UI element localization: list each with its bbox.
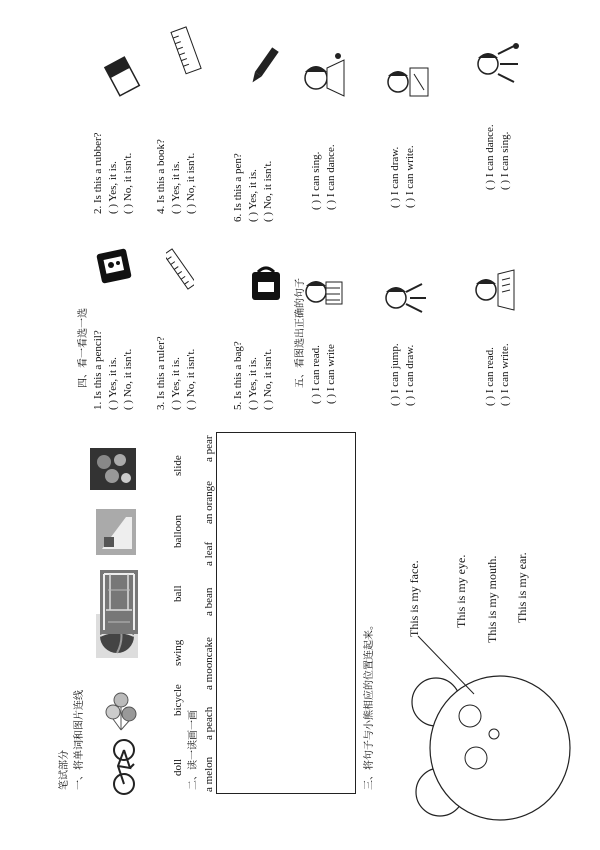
pen-picture (248, 44, 280, 88)
p5-row1-left-option1[interactable]: ( ) I can read. (310, 345, 322, 404)
word-ball: ball (172, 585, 184, 602)
bag-picture (246, 264, 286, 304)
word-melon: a melon (203, 756, 215, 792)
word-bean: a bean (203, 587, 215, 616)
q1-question: 1. Is this a pencil? (92, 330, 104, 410)
q6-question: 6. Is this a pen? (232, 153, 244, 222)
sentence-ear: This is my ear. (515, 552, 529, 623)
p5-row2-right-option2[interactable]: ( ) I can write. (404, 145, 416, 208)
q2-question: 2. Is this a rubber? (92, 132, 104, 214)
child-jumping-picture (382, 276, 428, 320)
p5-row3-left-option2[interactable]: ( ) I can write. (499, 343, 511, 406)
q2-yes-option[interactable]: ( ) Yes, it is. (107, 161, 119, 214)
q5-yes-option[interactable]: ( ) Yes, it is. (247, 357, 259, 410)
p5-row2-left-option1[interactable]: ( ) I can jump. (389, 343, 401, 406)
word-orange: an orange (203, 480, 215, 524)
book-picture (168, 24, 206, 76)
word-balloon: balloon (172, 515, 184, 548)
p5-row3-left-option1[interactable]: ( ) I can read. (484, 347, 496, 406)
ruler-picture (166, 246, 194, 292)
q5-question: 5. Is this a bag? (232, 341, 244, 410)
word-slide: slide (172, 455, 184, 476)
sentence-eye: This is my eye. (454, 554, 468, 628)
child-drawing-picture (384, 60, 432, 104)
q4-no-option[interactable]: ( ) No, it isn't. (185, 152, 197, 214)
word-bicycle: bicycle (172, 684, 184, 716)
child-dancing-picture (474, 40, 522, 88)
p5-row3-right-option2[interactable]: ( ) I can sing. (499, 131, 511, 190)
part4-title: 四、看一看选一选 (78, 308, 89, 388)
bicycle-picture (108, 738, 140, 796)
q4-yes-option[interactable]: ( ) Yes, it is. (170, 161, 182, 214)
p5-row2-right-option1[interactable]: ( ) I can draw. (389, 146, 401, 208)
p5-row2-left-option2[interactable]: ( ) I can draw. (404, 344, 416, 406)
doll-picture (104, 690, 138, 732)
p5-row1-left-option2[interactable]: ( ) I can write (325, 344, 337, 404)
q6-yes-option[interactable]: ( ) Yes, it is. (247, 169, 259, 222)
q5-no-option[interactable]: ( ) No, it isn't. (262, 348, 274, 410)
q2-no-option[interactable]: ( ) No, it isn't. (122, 152, 134, 214)
q3-yes-option[interactable]: ( ) Yes, it is. (170, 357, 182, 410)
p5-row1-right-option1[interactable]: ( ) I can sing. (310, 151, 322, 210)
section-title: 笔试部分 (59, 750, 70, 790)
child-singing-picture (300, 50, 352, 106)
q4-question: 4. Is this a book? (155, 139, 167, 214)
rubber-picture (103, 54, 143, 98)
slide-picture (96, 509, 136, 555)
swing-picture (100, 570, 138, 634)
part2-title: 二、读一读画一画 (188, 710, 199, 790)
q1-yes-option[interactable]: ( ) Yes, it is. (107, 357, 119, 410)
part1-title: 一、将单词和图片连线 (74, 690, 85, 790)
sentence-mouth: This is my mouth. (485, 555, 499, 643)
p5-row3-right-option1[interactable]: ( ) I can dance. (484, 124, 496, 190)
balloon-picture (90, 448, 136, 490)
q1-no-option[interactable]: ( ) No, it isn't. (122, 348, 134, 410)
word-swing: swing (172, 639, 184, 666)
word-pear: a pear (203, 435, 215, 462)
child-writing-picture (302, 268, 348, 318)
part3-title: 三、将句子与小熊相应的位置连起来。 (364, 620, 375, 790)
word-mooncake: a mooncake (203, 637, 215, 690)
word-leaf: a leaf (203, 541, 215, 566)
q3-question: 3. Is this a ruler? (155, 336, 167, 410)
q3-no-option[interactable]: ( ) No, it isn't. (185, 348, 197, 410)
sentence-face: This is my face. (407, 560, 421, 637)
part5-title: 五、看图选出正确的句子 (295, 278, 306, 388)
pencil-box-picture (96, 248, 132, 284)
word-doll: doll (172, 758, 184, 776)
q6-no-option[interactable]: ( ) No, it isn't. (262, 160, 274, 222)
word-peach: a peach (203, 706, 215, 740)
child-reading-picture (472, 266, 520, 314)
p5-row1-right-option2[interactable]: ( ) I can dance. (325, 144, 337, 210)
drawing-box[interactable] (216, 432, 356, 794)
